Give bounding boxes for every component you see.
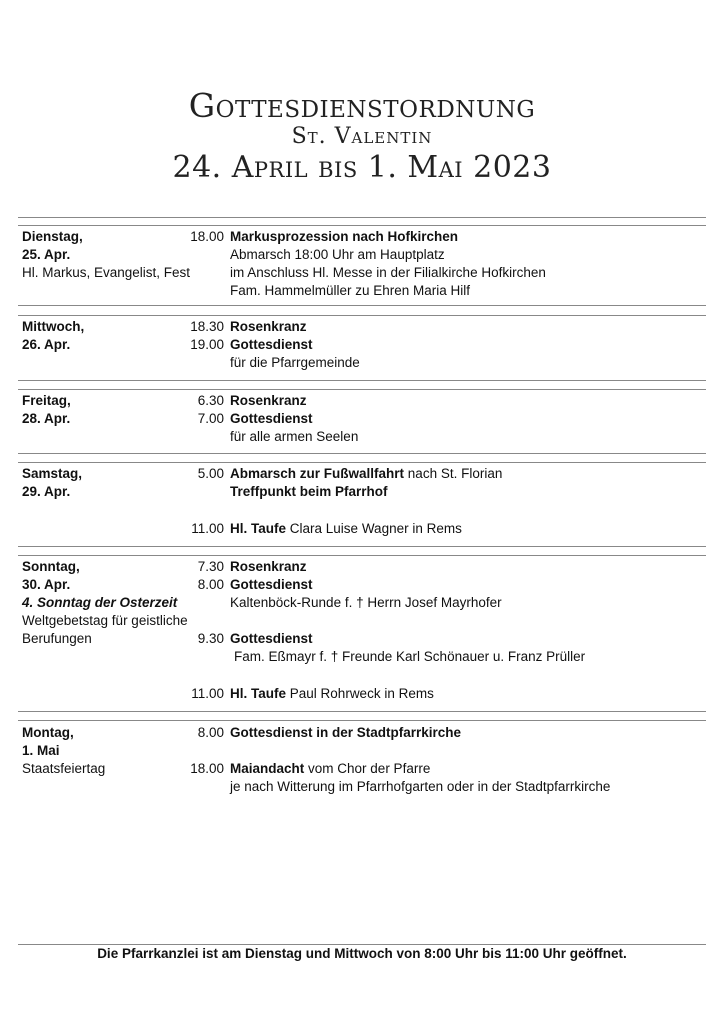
entry-title: Gottesdienst in der Stadtpfarrkirche — [230, 725, 462, 740]
entry-detail: Fam. Eßmayr f. † Freunde Karl Schönauer u. Franz Prüller — [234, 649, 586, 664]
entry-detail: im Anschluss Hl. Messe in der Filialkirche Hofkirchen — [230, 265, 546, 280]
entry-time: 5.00 — [197, 466, 224, 481]
day-date: 25. Apr. — [22, 247, 71, 262]
entry-title — [230, 685, 434, 703]
day-weekday: Freitag, — [22, 393, 71, 408]
divider — [18, 944, 706, 945]
divider — [18, 546, 706, 547]
entry-time: 11.00 — [191, 521, 224, 536]
entry-title — [230, 465, 502, 483]
divider — [18, 720, 706, 721]
day-date: 29. Apr. — [22, 484, 71, 499]
entry-title: Gottesdienst — [230, 337, 313, 352]
day-date: 28. Apr. — [22, 411, 71, 426]
entry-time: 11.00 — [191, 686, 224, 701]
entry-title: Gottesdienst — [230, 411, 313, 426]
divider — [18, 462, 706, 463]
entry-title — [230, 760, 430, 778]
day-weekday: Dienstag, — [22, 229, 83, 244]
entry-time: 19.00 — [190, 337, 224, 352]
day-weekday: Sonntag, — [22, 559, 80, 574]
day-note: Berufungen — [22, 631, 92, 646]
entry-title-text: Maiandacht — [230, 761, 305, 776]
divider — [18, 711, 706, 712]
entry-text: nach St. Florian — [407, 466, 503, 481]
day-special: 4. Sonntag der Osterzeit — [22, 595, 178, 610]
entry-text: Paul Rohrweck in Rems — [289, 686, 434, 701]
entry-title-text: Hl. Taufe — [230, 686, 287, 701]
divider — [18, 453, 706, 454]
day-note: Hl. Markus, Evangelist, Fest — [22, 265, 191, 280]
entry-detail: für alle armen Seelen — [230, 429, 359, 444]
divider — [18, 555, 706, 556]
entry-title — [230, 228, 458, 246]
entry-time: 18.30 — [190, 319, 224, 334]
day-note: Staatsfeiertag — [22, 761, 106, 776]
divider — [18, 217, 706, 218]
entry-title: Treffpunkt beim Pfarrhof — [230, 484, 388, 499]
entry-detail: für die Pfarrgemeinde — [230, 355, 360, 370]
entry-title: Rosenkranz — [230, 559, 307, 574]
day-date: 1. Mai — [22, 743, 60, 758]
entry-time: 18.00 — [190, 761, 224, 776]
office-hours-note: Die Pfarrkanzlei ist am Dienstag und Mittwoch von 8:00 Uhr bis 11:00 Uhr geöffnet. — [97, 946, 627, 961]
entry-title-text: Markusprozession nach Hofkirchen — [230, 229, 459, 244]
divider — [18, 305, 706, 306]
date-range: 24. April bis 1. Mai 2023 — [172, 150, 552, 185]
entry-time: 7.00 — [197, 411, 224, 426]
page-title: Gottesdienstordnung — [188, 86, 536, 125]
entry-text: vom Chor der Pfarre — [308, 761, 431, 776]
entry-detail: Fam. Hammelmüller zu Ehren Maria Hilf — [230, 283, 471, 298]
entry-detail: Abmarsch 18:00 Uhr am Hauptplatz — [230, 247, 445, 262]
divider — [18, 225, 706, 226]
parish-name: St. Valentin — [291, 124, 433, 149]
entry-title-text: Hl. Taufe — [230, 521, 287, 536]
entry-time: 8.00 — [197, 577, 224, 592]
day-note: Weltgebetstag für geistliche — [22, 613, 188, 628]
entry-detail: Kaltenböck-Runde f. † Herrn Josef Mayrhofer — [230, 595, 502, 610]
entry-title: Gottesdienst — [230, 577, 313, 592]
day-date: 26. Apr. — [22, 337, 71, 352]
entry-title — [230, 520, 462, 538]
divider — [18, 389, 706, 390]
entry-title: Rosenkranz — [230, 319, 307, 334]
divider — [18, 380, 706, 381]
entry-title: Gottesdienst — [230, 631, 313, 646]
entry-time: 6.30 — [197, 393, 224, 408]
entry-title: Rosenkranz — [230, 393, 307, 408]
entry-title-text: Abmarsch zur Fußwallfahrt — [230, 466, 405, 481]
entry-time: 7.30 — [197, 559, 224, 574]
entry-time: 8.00 — [197, 725, 224, 740]
entry-time: 18.00 — [190, 229, 224, 244]
entry-time: 9.30 — [197, 631, 224, 646]
day-weekday: Samstag, — [22, 466, 83, 481]
divider — [18, 315, 706, 316]
day-weekday: Mittwoch, — [22, 319, 85, 334]
entry-text: Clara Luise Wagner in Rems — [289, 521, 462, 536]
day-date: 30. Apr. — [22, 577, 71, 592]
entry-detail: je nach Witterung im Pfarrhofgarten oder in der Stadtpfarrkirche — [230, 779, 611, 794]
day-weekday: Montag, — [22, 725, 74, 740]
